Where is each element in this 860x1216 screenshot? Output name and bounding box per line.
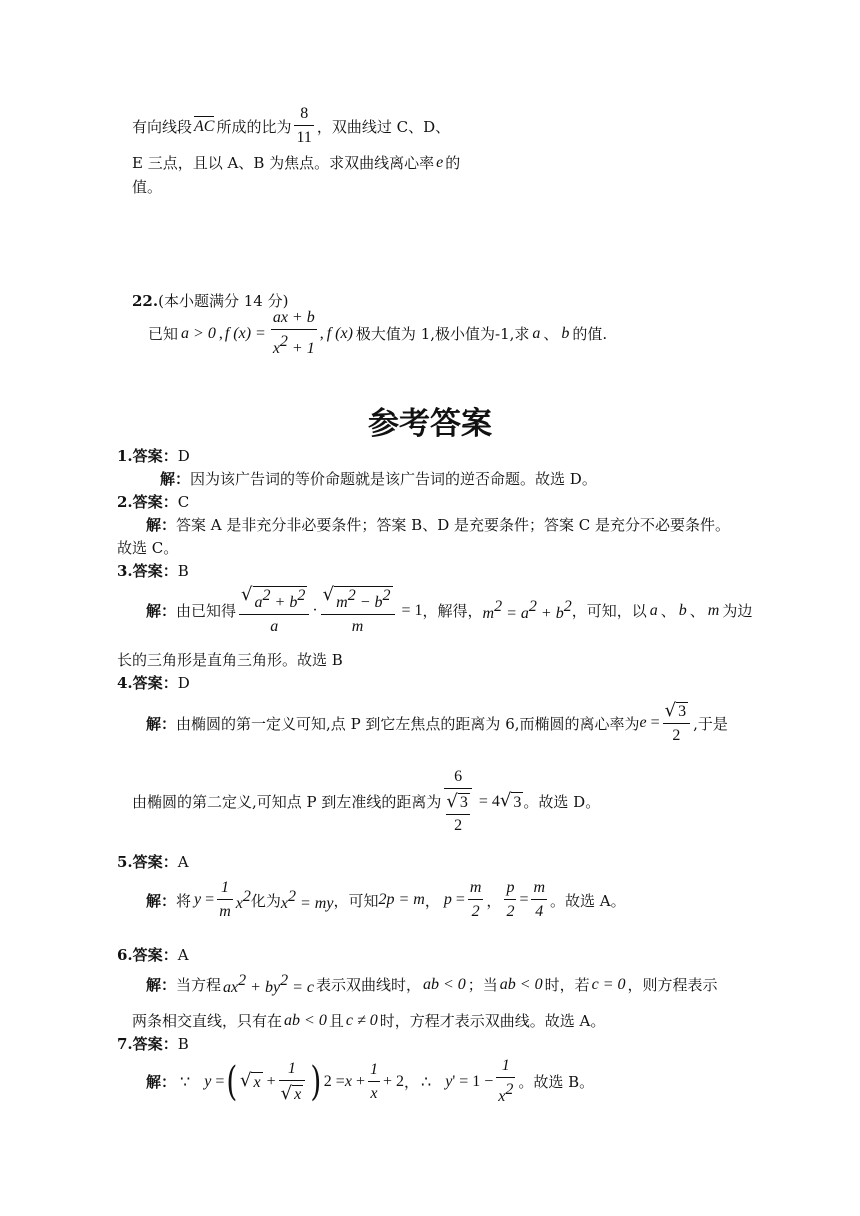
ratio-fraction [294,106,313,146]
answer-5-header: 5. 答案 ： A [117,852,189,871]
answer-4-solution-cont: 由椭圆的第二定义,可知点 P 到左准线的距离为 6 √ 3 2 = 4 √ 3 。故选 D。 [132,768,601,834]
function-fraction [271,310,317,357]
fraction-denominator: $x^2 + 1$ [272,333,315,357]
answer-7-header: 7. 答案 ： B [117,1034,189,1053]
answer-2-solution: 解 ： 答案 A 是非充分非必要条件；答案 B、D 是充要条件；答案 C 是充分不必要条件。 [146,516,731,534]
answer-4-solution: 解 ： 由椭圆的第一定义可知,点 P 到它左焦点的距离为 6,而椭圆的离心率为 e = √ 3 2 ,于是 [146,700,728,744]
function-f: f (x) = [224,324,266,342]
q21-line-1 [132,106,450,146]
answer-5-choice: A [177,852,189,871]
because-symbol: ∵ [180,1073,191,1091]
q22-number: 22. [132,291,159,310]
q21-text: 所成的比为 [216,117,292,136]
answer-1-solution: 解 ： 因为该广告词的等价命题就是该广告词的逆否命题。故选 D。 [160,470,597,488]
answer-6-choice: A [177,945,189,964]
ratio-denominator: 11 [296,129,312,146]
ratio-numerator: 8 [300,105,309,122]
q22-heading [132,290,288,311]
answer-4-choice: D [177,673,190,692]
q22-text: 的值. [572,325,608,343]
answer-7-solution: 解 ： ∵ y = ( √ x + 1 √ x ) 2 = x + $\frac{1}{x}$ + 2 ， ∴ y ' = 1 − $\frac{1}{x^2}$ 。故选 B。 [146,1057,595,1105]
q22-text: 已知 [148,325,179,343]
q21-line-3: 值。 [132,178,163,196]
q22-text: 、 [543,325,559,343]
answer-3-frac-1: √ $a^2 + b^2$ a [239,586,309,635]
distance-fraction: 6 √ 3 2 [444,769,471,834]
var-e: e [436,153,444,171]
answer-2-header: 2. 答案 ： C [117,492,190,511]
q22-text: 极大值为 1,极小值为-1,求 [355,325,530,343]
q21-text: E 三点，且以 A、B 为焦点。求双曲线离心率 [132,154,435,172]
q22-score-note: (本小题满分 14 分) [158,292,289,310]
answer-6-header: 6. 答案 ： A [117,945,189,964]
answer-1-header: 1. 答案 ： D [117,446,190,465]
q21-text: 的 [445,154,461,172]
eccentricity-fraction: √ 3 2 [663,702,690,744]
q21-text: ，双曲线过 C、D、 [316,117,451,136]
q22-statement: 已知 a > 0 , f (x) = $\frac{ax + b}{x^2 + 1}$ , f (x) 极大值为 1,极小值为-1,求 a 、 b 的值. [148,309,608,357]
var-a: a [532,324,541,342]
answer-3-solution-cont: 长的三角形是直角三角形。故选 B [117,651,343,669]
answer-3-solution: 解 ： 由已知得 √ $a^2 + b^2$ a · √ $m^2 - b^2$ m = 1 ，解得， $m^2 = a^2 + b^2$ ，可知，以 a 、 b 、 m 为边 [146,584,753,635]
condition-a: a > 0 [181,324,216,342]
answer-3-frac-2: √ $m^2 - b^2$ m [321,586,395,635]
answer-7-choice: B [177,1034,189,1053]
q21-text: 有向线段 [132,117,193,136]
answer-6-solution-cont: 两条相交直线，只有在 ab < 0 且 c ≠ 0 时，方程才表示双曲线。故选 A。 [132,1011,606,1030]
fraction-numerator: ax + b [272,309,315,326]
answer-3-header: 3. 答案 ： B [117,561,189,580]
function-f: f (x) [326,324,353,342]
vector-ac: AC [194,118,215,135]
answer-4-header: 4. 答案 ： D [117,673,190,692]
q21-line-2 [132,152,460,173]
answer-6-solution: 解 ： 当方程 $ax^2 + by^2 = c$ 表示双曲线时， ab < 0 ；当 ab < 0 时，若 c = 0 ，则方程表示 [146,972,718,996]
therefore-symbol: ∴ [421,1073,432,1091]
answer-1-choice: D [177,446,190,465]
answers-title: 参考答案 [368,406,492,442]
answer-2-choice: C [177,492,190,511]
answer-2-solution-cont: 故选 C。 [117,539,179,557]
answer-5-solution: 解 ： 将 y = $\frac{1}{m}$ $x^2$ 化为 $x^2$ = my ，可知 2p = m ， p = $\frac{m}{2}$ ， $\frac{p}{2}$ = $\frac{m}{4}$ 。故选 A。 [146,879,626,920]
answer-3-choice: B [177,561,189,580]
var-b: b [561,324,570,342]
